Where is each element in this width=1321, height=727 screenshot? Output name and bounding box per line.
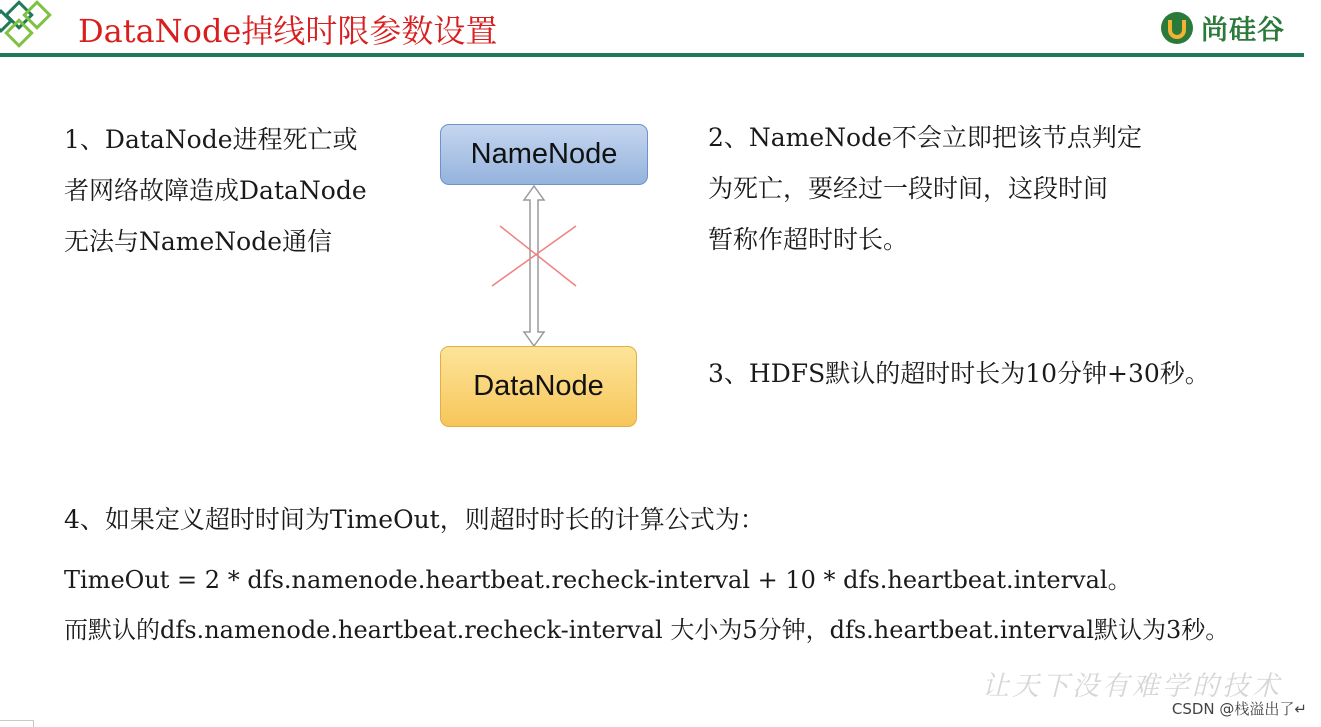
point-2 [708, 112, 1142, 265]
header-divider [0, 53, 1304, 57]
header-diamonds-icon [0, 0, 64, 56]
namenode-box: NameNode [440, 124, 648, 185]
brand-name: 尚硅谷 [1201, 15, 1285, 46]
point-2-line: 暂称作超时时长。 [708, 225, 909, 254]
corner-mark [0, 720, 34, 727]
point-4 [64, 494, 765, 545]
point-3 [708, 348, 1210, 399]
double-arrow-icon [524, 186, 544, 346]
point-4-line: 4、如果定义超时时间为TimeOut，则超时时长的计算公式为： [64, 505, 765, 534]
point-3-line: 3、HDFS默认的超时时长为10分钟+30秒。 [708, 359, 1210, 388]
csdn-credit: CSDN @栈溢出了↵ [1171, 700, 1307, 718]
brand-u-icon [1159, 10, 1195, 46]
point-1 [64, 114, 367, 267]
point-1-line: 1、DataNode进程死亡或 [64, 125, 358, 154]
formula-line: 而默认的dfs.namenode.heartbeat.recheck-interval 大小为5分钟，dfs.heartbeat.interval默认为3秒。 [64, 616, 1230, 644]
point-2-line: 2、NameNode不会立即把该节点判定 [708, 123, 1142, 152]
point-1-line: 者网络故障造成DataNode [64, 176, 367, 205]
point-2-line: 为死亡，要经过一段时间，这段时间 [708, 174, 1109, 203]
slogan-watermark: 让天下没有难学的技术 [982, 671, 1282, 702]
brand-logo [1159, 8, 1285, 47]
datanode-box: DataNode [440, 346, 637, 427]
point-1-line: 无法与NameNode通信 [64, 227, 333, 256]
timeout-formula [64, 555, 1229, 655]
broken-link-x-icon [492, 226, 576, 286]
formula-line: TimeOut = 2 * dfs.namenode.heartbeat.recheck-interval + 10 * dfs.heartbeat.interval。 [64, 566, 1132, 594]
slide-title: DataNode掉线时限参数设置 [78, 12, 498, 50]
